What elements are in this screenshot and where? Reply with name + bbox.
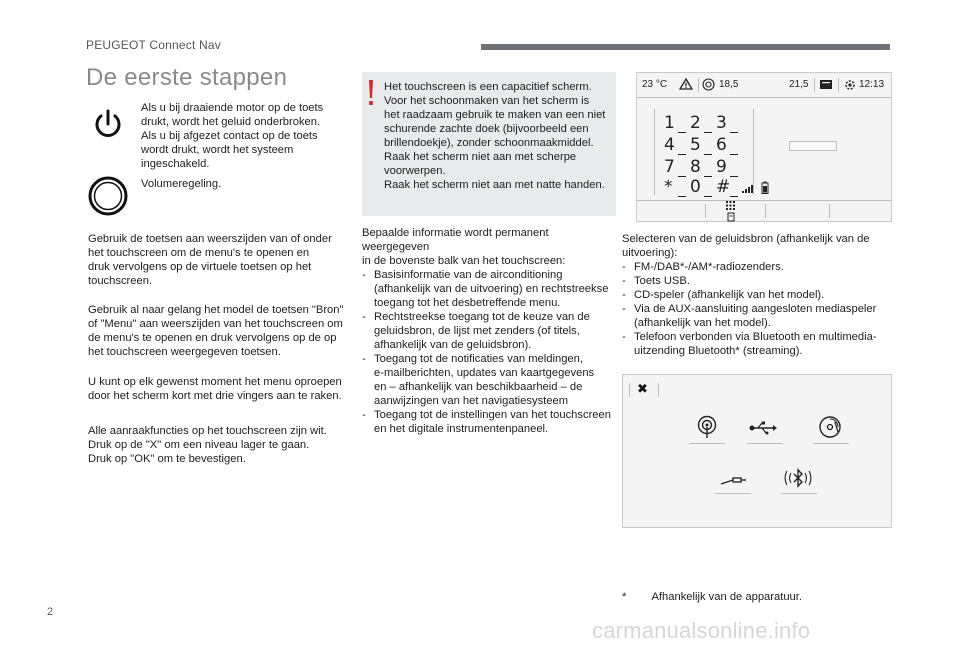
warning-exclamation-icon	[366, 78, 376, 108]
paragraph-line: de menu's te openen en druk vervolgens op de op	[88, 332, 337, 344]
dial-key[interactable]: 4	[664, 135, 675, 155]
power-line: Als u bij draaiende motor op de toets	[141, 102, 324, 114]
dial-key[interactable]: 9	[716, 157, 727, 177]
footnote	[622, 590, 802, 604]
source-selection-screen	[622, 374, 892, 528]
signal-strength-icon	[741, 183, 755, 193]
paragraph-line: touchscreen.	[88, 275, 153, 287]
list-item: - CD-speler (afhankelijk van het model).	[622, 289, 825, 301]
header-rule	[481, 44, 890, 50]
contacts-icon[interactable]	[726, 212, 736, 222]
temperature-readout: 23 °C	[642, 79, 668, 90]
keypad-icon[interactable]	[726, 201, 738, 211]
dial-key[interactable]: 8	[690, 157, 701, 177]
page-number: 2	[47, 606, 54, 618]
dial-key[interactable]: 2	[690, 113, 701, 133]
paragraph-line: Gebruik al naar gelang het model de toetsen "Bron"	[88, 304, 344, 316]
notifications-icon	[819, 79, 833, 90]
paragraph-three-fingers	[88, 375, 358, 403]
paragraph-line: Alle aanraakfuncties op het touchscreen zijn wit.	[88, 425, 327, 437]
paragraph-line: door het scherm kort met drie vingers aan te raken.	[88, 390, 342, 402]
list-item: - Basisinformatie van de airconditioning (afhankelijk van de uitvoering) en rechtstreekse toegang tot het desbetreffende menu.	[362, 269, 609, 309]
intro-line: in de bovenste balk van het touchscreen:	[362, 255, 566, 267]
list-item: - Toegang tot de instellingen van het touchscreen en het digitale instrumentenpaneel.	[362, 409, 611, 435]
page-title: De eerste stappen	[86, 64, 288, 91]
battery-icon	[761, 181, 769, 194]
clock-readout: 12:13	[859, 79, 885, 90]
bluetooth-icon[interactable]	[783, 465, 813, 491]
warning-line: Raak het scherm niet aan met scherpe	[384, 151, 577, 163]
warning-line: voorwerpen.	[384, 165, 446, 177]
paragraph-virtual-keys	[88, 232, 358, 288]
warning-line: Voor het schoonmaken van het scherm is	[384, 95, 590, 107]
radio-icon[interactable]	[695, 415, 719, 439]
power-line: ingeschakeld.	[141, 158, 210, 170]
warning-line: schurende zachte doek (bijvoorbeeld een	[384, 123, 589, 135]
intro-line: Bepaalde informatie wordt permanent weergegeven	[362, 227, 549, 253]
source-list	[622, 260, 894, 358]
paragraph-touch-functions	[88, 424, 358, 466]
dial-key[interactable]: 1	[664, 113, 675, 133]
footnote-text: Afhankelijk van de apparatuur.	[651, 591, 802, 603]
dial-key[interactable]: 7	[664, 157, 675, 177]
top-bar-info	[362, 226, 618, 436]
number-field[interactable]	[789, 141, 837, 151]
settings-gear-icon	[843, 78, 857, 92]
warning-line: brillendoekje), zonder schoonmaakmiddel.	[384, 137, 594, 149]
warning-text	[384, 80, 612, 192]
alert-triangle-icon	[679, 78, 693, 90]
dial-key[interactable]: 5	[690, 135, 701, 155]
watermark: carmanualsonline.info	[592, 618, 811, 643]
header-label: PEUGEOT Connect Nav	[86, 38, 221, 52]
footnote-mark: *	[622, 591, 627, 603]
aux-cable-icon[interactable]	[719, 475, 747, 487]
list-item: - Telefoon verbonden via Bluetooth en multimedia- uitzending Bluetooth* (streaming).	[622, 331, 877, 357]
dial-key[interactable]: #	[716, 177, 731, 197]
intro-line: Selecteren van de geluidsbron (afhankelijk van de	[622, 233, 870, 245]
radio-source-icon	[702, 78, 715, 91]
usb-icon[interactable]	[749, 421, 777, 435]
list-item: - Via de AUX-aansluiting aangesloten mediaspeler (afhankelijk van het model).	[622, 303, 877, 329]
radio-frequency-left: 18,5	[719, 79, 739, 90]
dial-key[interactable]: *	[664, 177, 673, 197]
power-description	[141, 101, 341, 171]
warning-line: Het touchscreen is een capacitief scherm.	[384, 81, 592, 93]
close-icon[interactable]: ✖	[637, 382, 648, 397]
paragraph-line: of "Menu" aan weerszijden van het touchscreen om	[88, 318, 343, 330]
radio-frequency-right: 21,5	[789, 79, 809, 90]
power-line: Als u bij afgezet contact op de toets	[141, 130, 318, 142]
volume-knob-icon	[88, 176, 128, 216]
paragraph-line: Druk op "OK" om te bevestigen.	[88, 453, 246, 465]
source-selection-info	[622, 232, 894, 358]
intro-line: uitvoering):	[622, 247, 678, 259]
list-item: - Toets USB.	[622, 275, 690, 287]
power-icon	[88, 104, 128, 144]
paragraph-line: Gebruik de toetsen aan weerszijden van of onder	[88, 233, 332, 245]
top-bar-list	[362, 268, 618, 436]
warning-line: het raadzaam gebruik te maken van een niet	[384, 109, 606, 121]
status-bar	[637, 73, 891, 97]
power-line: drukt, wordt het geluid onderbroken.	[141, 116, 321, 128]
volume-description: Volumeregeling.	[141, 178, 222, 190]
list-item: - FM-/DAB*-/AM*-radiozenders.	[622, 261, 784, 273]
dial-key[interactable]: 0	[690, 177, 701, 197]
cd-icon[interactable]	[818, 415, 842, 439]
paragraph-line: het touchscreen weergegeven toetsen.	[88, 346, 281, 358]
paragraph-line: druk vervolgens op de virtuele toetsen op het	[88, 261, 312, 273]
paragraph-line: Druk op de "X" om een niveau lager te gaan.	[88, 439, 310, 451]
list-item: - Toegang tot de notificaties van meldingen, e-mailberichten, updates van kaartgegevens en – afhankelijk van beschikbaarheid – de aanwijzingen van het navigatiesysteem	[362, 353, 595, 407]
dial-key[interactable]: 3	[716, 113, 727, 133]
paragraph-source-menu	[88, 303, 358, 359]
paragraph-line: U kunt op elk gewenst moment het menu oproepen	[88, 376, 342, 388]
phone-dial-screen	[636, 72, 892, 222]
warning-line: Raak het scherm niet aan met natte handen.	[384, 179, 605, 191]
dial-key[interactable]: 6	[716, 135, 727, 155]
list-item: - Rechtstreekse toegang tot de keuze van de geluidsbron, de lijst met zenders (of titels, afhankelijk van de geluidsbron).	[362, 311, 590, 351]
paragraph-line: het touchscreen om de menu's te openen en	[88, 247, 310, 259]
power-line: wordt drukt, wordt het systeem	[141, 144, 294, 156]
